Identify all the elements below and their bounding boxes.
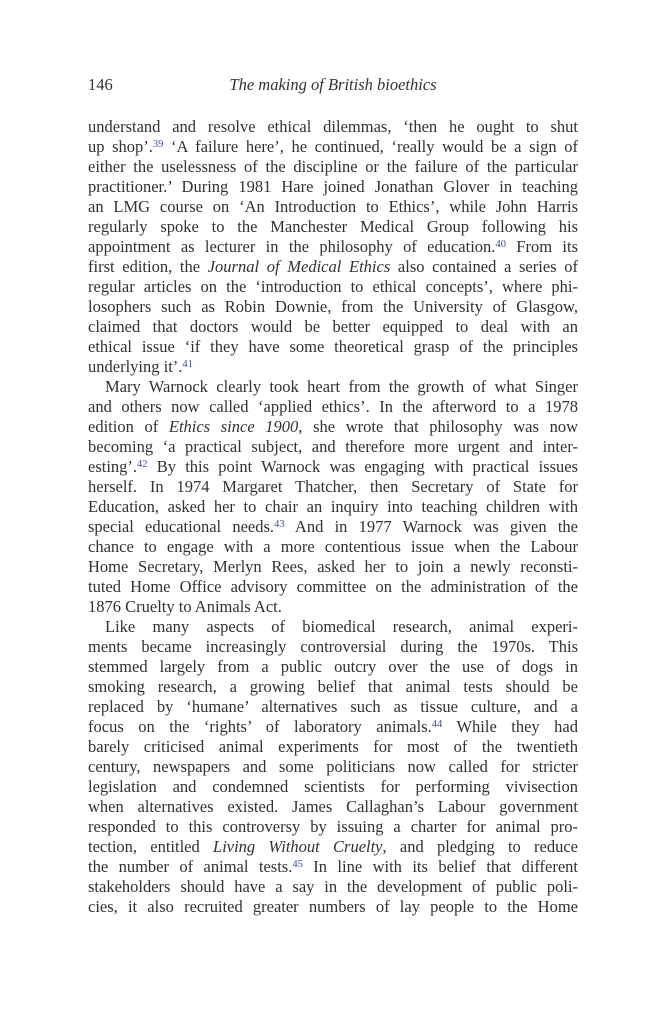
- text-run: tection, entitled: [88, 837, 214, 856]
- text-line: [88, 177, 578, 197]
- text-run: century, newspapers and some politicians now called for stricter: [88, 757, 578, 776]
- text-run: first edition, the: [88, 257, 208, 276]
- text-run: claimed that doctors would be better equipped to deal with an: [88, 317, 578, 336]
- text-run: the number of animal tests.: [88, 857, 293, 876]
- page-header: [88, 74, 578, 95]
- text-line: [88, 597, 578, 617]
- text-line: [88, 377, 578, 397]
- text-run: ments became increasingly controversial during the 1970s. This: [88, 637, 578, 656]
- text-line: [88, 317, 578, 337]
- text-line: [88, 717, 578, 737]
- text-line: [88, 777, 578, 797]
- page-number: 146: [88, 75, 113, 94]
- text-line: [88, 837, 578, 857]
- text-line: [88, 277, 578, 297]
- text-run: underlying it’.: [88, 357, 183, 376]
- text-run: regular articles on the ‘introduction to ethical concepts’, where phi-: [88, 277, 578, 296]
- text-run: an LMG course on ‘An Introduction to Ethics’, while John Harris: [88, 197, 578, 216]
- text-run: stemmed largely from a public outcry over the use of dogs in: [88, 657, 578, 676]
- running-title: The making of British bioethics: [229, 75, 437, 94]
- text-line: [88, 897, 578, 917]
- text-line: [88, 657, 578, 677]
- text-run: losophers such as Robin Downie, from the University of Glasgow,: [88, 297, 578, 316]
- text-run: tuted Home Office advisory committee on the administration of the: [88, 577, 578, 596]
- text-line: [88, 857, 578, 877]
- text-run: By this point Warnock was engaging with practical issues: [147, 457, 578, 476]
- footnote-reference: 41: [182, 358, 193, 370]
- text-run: replaced by ‘humane’ alternatives such as tissue culture, and a: [88, 697, 578, 716]
- text-line: [88, 497, 578, 517]
- footnote-reference: 45: [292, 858, 303, 870]
- text-run: esting’.: [88, 457, 138, 476]
- text-run: regularly spoke to the Manchester Medical Group following his: [88, 217, 578, 236]
- text-line: [88, 457, 578, 477]
- text-run: Like many aspects of biomedical research, animal experi-: [105, 617, 578, 636]
- text-line: [88, 617, 578, 637]
- text-run: up shop’.: [88, 137, 153, 156]
- text-run: Education, asked her to chair an inquiry into teaching children with: [88, 497, 578, 516]
- text-run: cies, it also recruited greater numbers of lay people to the Home: [88, 897, 578, 916]
- text-run: practitioner.’ During 1981 Hare joined Jonathan Glover in teaching: [88, 177, 578, 196]
- text-run: stakeholders should have a say in the development of public poli-: [88, 877, 578, 896]
- text-line: [88, 137, 578, 157]
- text-line: [88, 397, 578, 417]
- footnote-reference: 39: [152, 138, 164, 150]
- text-line: [88, 537, 578, 557]
- text-run: ‘A failure here’, he continued, ‘really would be a sign of: [163, 137, 578, 156]
- text-line: [88, 797, 578, 817]
- text-line: [88, 877, 578, 897]
- text-line: [88, 257, 578, 277]
- italic-title: Living Without Cruelty: [213, 837, 383, 856]
- text-line: [88, 357, 578, 377]
- text-run: barely criticised animal experiments for most of the twentieth: [88, 737, 578, 756]
- text-run: responded to this controversy by issuing a charter for animal pro-: [88, 817, 578, 836]
- text-line: [88, 757, 578, 777]
- footnote-reference: 40: [495, 238, 506, 250]
- text-line: [88, 557, 578, 577]
- text-run: becoming ‘a practical subject, and therefore more urgent and inter-: [88, 437, 578, 456]
- text-line: [88, 217, 578, 237]
- text-line: [88, 697, 578, 717]
- text-line: [88, 517, 578, 537]
- text-run: In line with its belief that different: [302, 857, 578, 876]
- text-line: [88, 577, 578, 597]
- text-run: From its: [505, 237, 578, 256]
- text-run: , and pledging to reduce: [382, 837, 578, 856]
- text-line: [88, 297, 578, 317]
- text-line: [88, 157, 578, 177]
- text-line: [88, 237, 578, 257]
- text-run: chance to engage with a more contentious issue when the Labour: [88, 537, 578, 556]
- text-line: [88, 337, 578, 357]
- italic-title: Ethics since 1900: [168, 417, 299, 436]
- footnote-reference: 44: [431, 718, 443, 730]
- text-run: special educational needs.: [88, 517, 275, 536]
- text-run: Mary Warnock clearly took heart from the growth of what Singer: [105, 377, 578, 396]
- text-line: [88, 437, 578, 457]
- text-run: legislation and condemned scientists for performing vivisection: [88, 777, 578, 796]
- text-line: [88, 737, 578, 757]
- text-run: And in 1977 Warnock was given the: [284, 517, 578, 536]
- footnote-reference: 43: [274, 518, 285, 530]
- page-body: [88, 117, 578, 917]
- text-run: 1876 Cruelty to Animals Act.: [88, 597, 282, 616]
- text-run: Home Secretary, Merlyn Rees, asked her to join a newly reconsti-: [88, 557, 578, 576]
- text-line: [88, 637, 578, 657]
- text-line: [88, 417, 578, 437]
- text-run: While they had: [442, 717, 578, 736]
- text-run: ethical issue ‘if they have some theoretical grasp of the principles: [88, 337, 578, 356]
- text-run: also contained a series of: [390, 257, 578, 276]
- text-line: [88, 677, 578, 697]
- text-line: [88, 117, 578, 137]
- text-run: , she wrote that philosophy was now: [298, 417, 578, 436]
- footnote-reference: 42: [137, 458, 148, 470]
- text-run: herself. In 1974 Margaret Thatcher, then Secretary of State for: [88, 477, 578, 496]
- text-run: understand and resolve ethical dilemmas, ‘then he ought to shut: [88, 117, 578, 136]
- text-run: appointment as lecturer in the philosophy of education.: [88, 237, 496, 256]
- text-run: when alternatives existed. James Callaghan’s Labour government: [88, 797, 578, 816]
- text-line: [88, 817, 578, 837]
- text-run: smoking research, a growing belief that animal tests should be: [88, 677, 578, 696]
- text-run: focus on the ‘rights’ of laboratory animals.: [88, 717, 432, 736]
- text-line: [88, 477, 578, 497]
- text-run: edition of: [88, 417, 169, 436]
- text-run: and others now called ‘applied ethics’. In the afterword to a 1978: [88, 397, 578, 416]
- text-run: either the uselessness of the discipline or the failure of the particular: [88, 157, 578, 176]
- italic-title: Journal of Medical Ethics: [207, 257, 391, 276]
- text-line: [88, 197, 578, 217]
